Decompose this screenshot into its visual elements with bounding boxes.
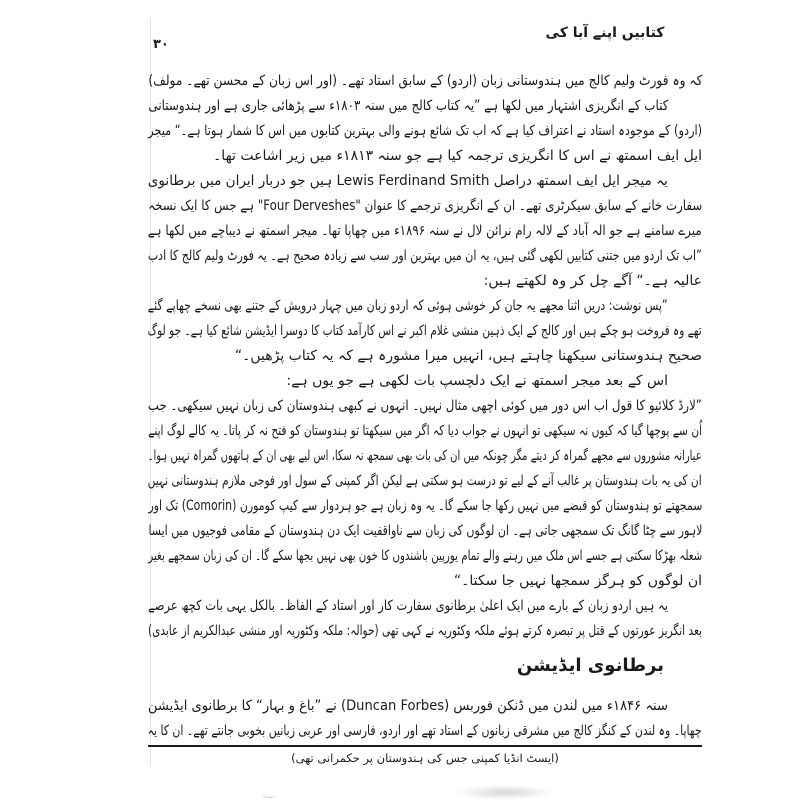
text-line: عالیہ ہے۔“ آگے چل کر وہ لکھتے ہیں:: [483, 273, 702, 289]
text-line: یہ ہیں اردو زبان کے بارے میں ایک اعلیٰ برطانوی سفارت کار اور استاد کے الفاظ۔ بالکل یہی بات کچھ عرصے: [148, 598, 668, 614]
body-text-main: [148, 69, 702, 644]
section-heading: برطانوی ایڈیشن: [516, 655, 664, 676]
text-line: سنہ ۱۸۴۶ء میں لندن میں ڈنکن فوربس ⁨(Duncan Forbes)⁩ نے ”باغ و بہار“ کا برطانوی ایڈیشن: [148, 698, 668, 714]
text-line: (اردو) کے موجودہ استاد نے اعتراف کیا ہے کہ اب تک شائع ہونے والی بہترین کتابوں میں اس کا شمار ہوتا ہے۔“ میجر: [148, 123, 702, 139]
text-line: عیارانہ مشوروں سے مجھے گمراہ کر دیتے مگر چونکہ میں ان کی بات بھی سمجھ نہ سکا، اس لیے بھی ان کے ہاتھوں گمراہ نہیں ہوا۔: [148, 448, 702, 464]
text-line: کتاب کے انگریزی اشتہار میں لکھا ہے ”یہ کتاب کالج میں سنہ ۱۸۰۳ء سے پڑھائی جاری ہے اور ہندوستانی: [148, 98, 668, 114]
text-line: چھاپا۔ وہ لندن کے کنگز کالج میں مشرقی زبانوں کے استاد تھے اور اردو، فارسی اور عربی زبانیں بخوبی جانتے تھے۔ ان کا یہ: [148, 723, 702, 739]
text-line: ایل ایف اسمتھ نے اس کا انگریزی ترجمہ کیا ہے جو سنہ ۱۸۱۳ء میں زیر اشاعت تھا۔: [213, 148, 702, 164]
text-line: تھے وہ فروخت ہو چکے ہیں اور کالج کے ایک ذہین منشی غلام اکبر نے اس کارآمد کتاب کا دوسرا ایڈیشن شائع کیا ہے۔ جو لوگ: [148, 323, 702, 339]
text-line: یہ میجر ایل ایف اسمتھ دراصل ⁨Lewis Ferdinand Smith⁩ ہیں جو دربار ایران میں برطانوی: [148, 173, 668, 189]
text-line: ان لوگوں کو ہرگز سمجھا نہیں جا سکتا۔“: [453, 573, 702, 589]
text-line: اس کے بعد میجر اسمتھ نے ایک دلچسپ بات لکھی ہے جو یوں ہے:: [286, 373, 668, 389]
text-line: ان کی یہ بات ہندوستان پر غالب آنے کے لیے تو درست ہو سکتی ہے لیکن اگر کمپنی کے سول اور فوجی ملازم ہندوستانی نہیں: [148, 473, 702, 489]
body-text-british-edition: [148, 694, 702, 744]
page-number: ۳۰: [153, 37, 169, 52]
text-line: لاہور سے چٹا گانگ تک سمجھی جاتی ہے۔ ان لوگوں کی زبان سے ناواقفیت ایک دن ہندوستان کے مقامی فوجیوں میں ایسا: [148, 523, 702, 539]
text-line: کہ وہ فورٹ ولیم کالج میں ہندوستانی زبان (اردو) کے سابق استاد تھے۔ (اور اس زبان کے محسن تھے۔ مولف): [148, 73, 702, 89]
scan-artifact-mark: [261, 788, 276, 799]
text-line: میرے سامنے ہے جو الہ آباد کے لالہ رام نرائن لال نے سنہ ۱۸۹۶ء میں چھاپا تھا۔ میجر اسمتھ نے دیباچے میں لکھا ہے: [148, 223, 702, 239]
text-line: اُن سے پوچھا گیا کہ کیوں نہ سیکھی تو انہوں نے جواب دیا کہ اگر میں سیکھتا تو ہندوستان کو فتح نہ کر پاتا۔ یہ کالے لوگ اپنے: [148, 423, 702, 439]
footnote-separator-rule: [148, 745, 702, 747]
text-line: ”اب تک اردو میں جتنی کتابیں لکھی گئی ہیں، یہ ان میں بہترین اور سب سے زیادہ صحیح ہے۔ یہ فورٹ ولیم کالج کا ادب: [148, 248, 702, 264]
text-line: بعد انگریز عورتوں کے قتل پر تبصرہ کرتے ہوئے ملکہ وکٹوریہ نے کہی تھی (حوالہ: ملکہ وکٹوریہ اور منشی عبدالکریم از عابدی): [148, 623, 702, 639]
running-header: کتابیں اپنے آبا کی: [545, 25, 665, 41]
text-line: شعلہ بھڑکا سکتی ہے جسے اس ملک میں رہنے والے تمام یورپین باشندوں کا خون بھی نہیں بجھا سکے گا۔ ان کی زبان سمجھے بغیر: [148, 548, 702, 564]
text-line: سمجھتے تو ہندوستان کو قبضے میں نہیں رکھا جا سکے گا۔ یہ وہ زبان ہے جو ہردوار سے کیپ کومورن ⁨(Comorin)⁩ تک اور: [148, 498, 702, 514]
text-line: سفارت خانے کے سابق سیکرٹری تھے۔ ان کے انگریزی ترجمے کا عنوان ⁨"Four Derveshes"⁩ ہے جس کا ایک نسخہ: [148, 198, 702, 214]
page-curl-shadow: [455, 785, 555, 800]
text-line: ”لارڈ کلائیو کا قول اب اس دور میں کوئی اچھی مثال نہیں۔ انہوں نے کبھی ہندوستان کی زبان نہیں سیکھی۔ جب: [148, 398, 702, 414]
footnote-text: (ایسٹ انڈیا کمپنی جس کی ہندوستان پر حکمرانی تھی): [291, 751, 559, 765]
text-line: ”پس نوشت: دریں اثنا مجھے یہ جان کر خوشی ہوئی کہ اردو زبان میں چہار درویش کے جتنے بھی نسخے چھاپے گئے: [148, 298, 668, 314]
text-line: صحیح ہندوستانی سیکھنا چاہتے ہیں، انہیں میرا مشورہ ہے کہ یہ کتاب پڑھیں۔“: [234, 348, 702, 364]
